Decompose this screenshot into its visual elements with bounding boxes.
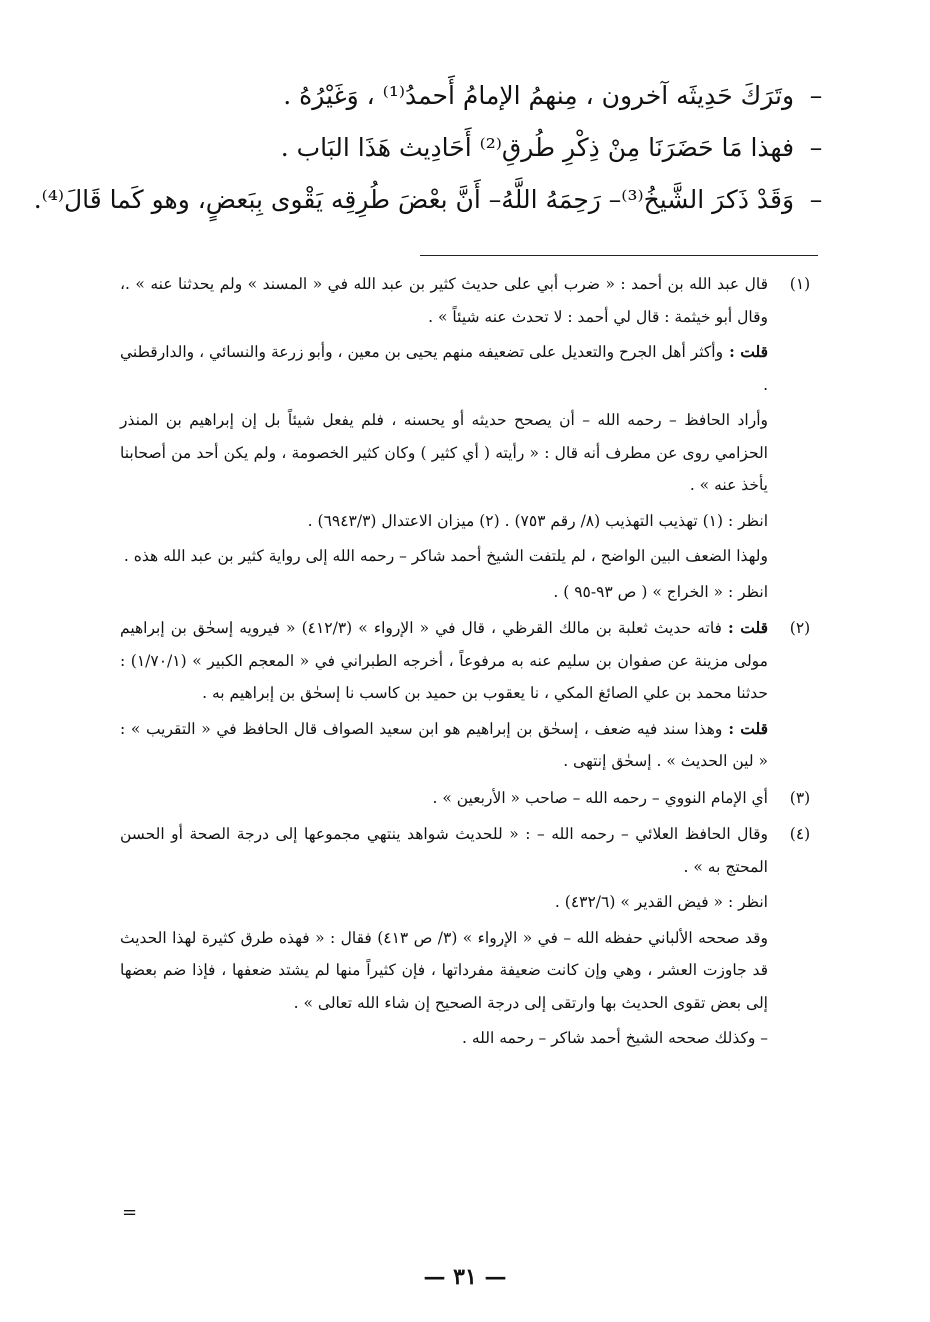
footnote-number: (٣) [789,788,811,807]
paragraph-lead: قلت : [727,618,768,637]
footnote-paragraph [120,922,768,1020]
paragraph-text: وقال الحافظ العلائي – رحمه الله – : « للحديث شواهد ينتهي مجموعها إلى درجة الصحة أو الحسن المحتج به » . [120,825,768,876]
footnote-paragraph [120,886,768,919]
footnote-paragraph [120,782,768,815]
main-line [33,174,830,226]
page-number: — ٣١ — [423,1264,507,1290]
footnote-paragraph [120,1022,768,1055]
main-line [110,122,830,174]
line-text: فهذا مَا حَضَرَنَا مِنْ ذِكْرِ طُرقِ⁽²⁾ أَحَادِيث هَذَا البَاب . [280,133,795,162]
line-text: وتَرَكَ حَدِيثَه آخرون ، مِنهمُ الإمامُ أَحمدُ⁽¹⁾ ، وَغَيْرُهُ . [283,81,795,110]
footnote-paragraph [120,818,768,883]
paragraph-text: أي الإمام النووي – رحمه الله – صاحب « الأربعين » . [432,788,768,807]
paragraph-text: ولهذا الضعف البين الواضح ، لم يلتفت الشيخ أحمد شاكر – رحمه الله إلى رواية كثير بن عبد الله هذه . [123,547,768,565]
paragraph-text: فاته حديث ثعلبة بن مالك القرظي ، قال في « الإرواء » (٤١٢/٣) « فيرويه إسحٰق بن إبراهيم مولى مزينة عن صفوان بن سليم عنه به مرفوعاً ، أخرجه الطبراني في « المعجم الكبير » (١/٧٠/١) : حدثنا محمد بن علي الصائغ المكي ، نا يعقوب بن حميد بن كاسب نا إسحٰق بن إبراهيم به . [120,619,768,702]
footnote [120,818,820,1055]
paragraph-text: وهذا سند فيه ضعف ، إسحٰق بن إبراهيم هو ابن سعيد الصواف قال الحافظ في « التقريب » : « لين الحديث » . إسحٰق إنتهى . [120,719,768,770]
footnote-paragraph [120,268,768,333]
footnote [120,612,820,778]
paragraph-lead: قلت : [728,718,769,738]
line-dash: – [809,81,823,110]
paragraph-text: وقد صححه الألباني حفظه الله – في « الإرواء » (٣/ ص ٤١٣) فقال : « فهذه طرق كثيرة لهذا الحديث قد جاوزت العشر ، وهي وإن كانت ضعيفة مفرداتها ، فإن كثيراً منها لم يشتد ضعفها ، فإذا ضم بعضها إلى بعض تقوى الحديث بها وارتقى إلى درجة الصحيح إن شاء الله تعالى » . [120,928,768,1012]
main-line [110,70,830,122]
footnotes [120,268,820,1059]
paragraph-text: انظر : « الخراج » ( ص ٩٣-٩٥ ) . [553,582,768,601]
footnote-paragraph [120,336,768,401]
footnote-number: (٤) [789,825,811,843]
footnote-paragraph [120,505,768,538]
footnote-number: (٢) [789,619,811,637]
line-dash: – [809,185,823,214]
main-text [33,70,830,226]
footnote-paragraph [120,713,768,778]
footnote-paragraph [120,576,768,609]
footnote-separator [420,255,818,256]
paragraph-text: وأكثر أهل الجرح والتعديل على تضعيفه منهم يحيى بن معين ، وأبو زرعة والنسائي ، والدارقطني . [120,343,768,394]
footnote-number: (١) [789,275,811,293]
paragraph-text: قال عبد الله بن أحمد : « ضرب أبي على حديث كثير بن عبد الله في « المسند » ولم يحدثنا عنه » .، وقال أبو خيثمة : قال لي أحمد : لا تحدث عنه شيئاً » . [120,275,768,326]
paragraph-text: انظر : « فيض القدير » (٤٣٢/٦) . [554,893,768,911]
footnote-paragraph [120,612,768,710]
line-text: وَقَدْ ذَكرَ الشَّيخُ⁽³⁾– رَحِمَهُ اللَّهُ– أَنَّ بعْضَ طُرِقِه يَقْوى بِبَعضٍ، وهو كَما قَالَ⁽⁴⁾. [33,185,795,214]
paragraph-text: – وكذلك صححه الشيخ أحمد شاكر – رحمه الله . [461,1029,768,1047]
line-dash: – [809,133,823,162]
footnote [120,268,820,608]
continuation-mark: = [122,1202,138,1223]
footnote-paragraph [120,404,768,502]
paragraph-lead: قلت : [729,342,768,361]
footnote-paragraph [120,540,768,573]
paragraph-text: انظر : (١) تهذيب التهذيب (٨/ رقم ٧٥٣) . (٢) ميزان الاعتدال (٦٩٤٣/٣) . [307,511,768,530]
footnote [120,782,820,815]
paragraph-text: وأراد الحافظ – رحمه الله – أن يصحح حديثه أو يحسنه ، فلم يفعل شيئاً بل إن إبراهيم بن المنذر الحزامي روى عن مطرف أنه قال : « رأيته ( أي كثير ) وكان كثير الخصومة ، ولم يكن أحد من أصحابنا يأخذ عنه » . [120,411,768,494]
